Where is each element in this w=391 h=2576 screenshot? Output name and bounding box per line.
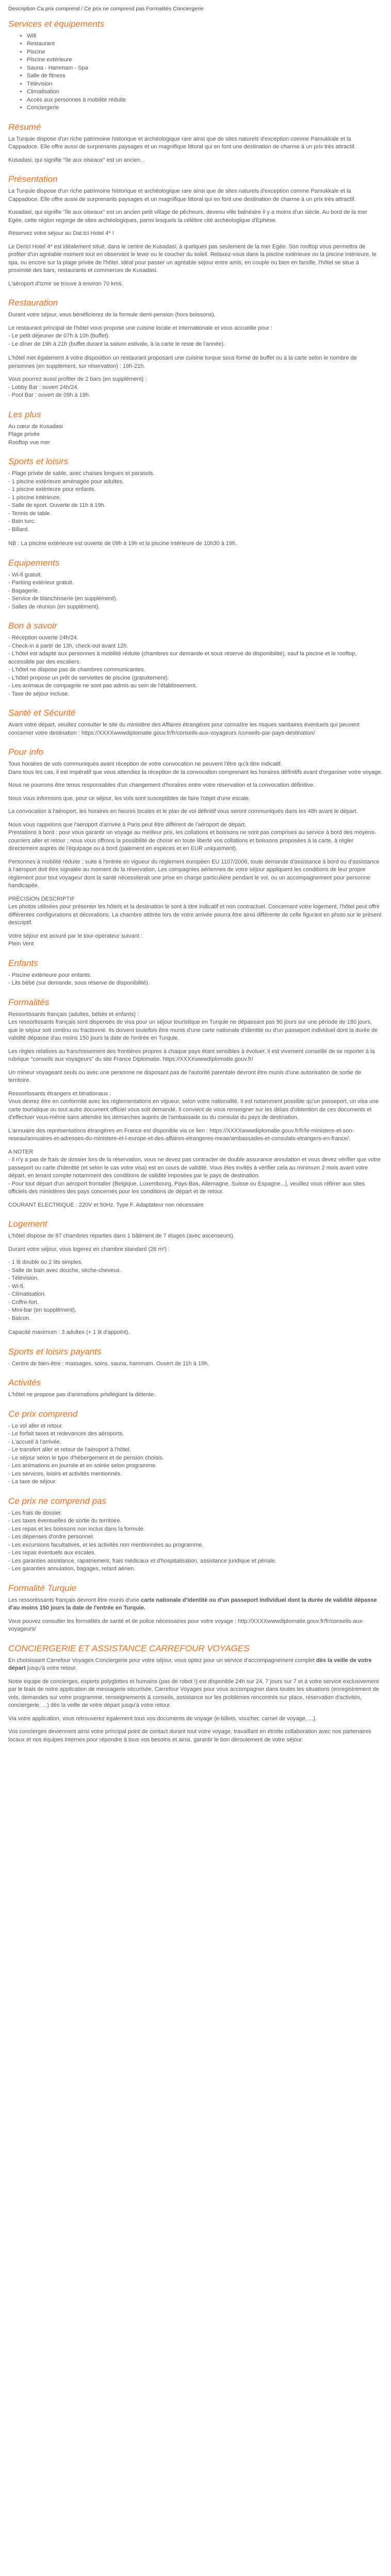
list-item: • Restaurant (27, 40, 383, 48)
list-item: - Piscine extérieure pour enfants. (8, 972, 92, 978)
list-item: - Billard. (8, 526, 29, 533)
restauration-paragraph: Le restaurant principal de l'hôtel vous propose une cuisine locale et internationale et vous accueille pour : (8, 325, 273, 331)
list-item: - Les repas éventuels aux escales. (8, 1550, 96, 1556)
list-item: • Climatisation (27, 88, 383, 96)
pourinfo-paragraph: Nous ne pourrons être tenus responsables d'un changement d'horaires entre votre réservation et la convocation définitive. (8, 782, 315, 788)
formaliteturque-text: Les ressortissants français devront être munis d'une (8, 1597, 141, 1603)
formalites-paragraph: Les règles relatives au franchissement des frontières propres à chaque pays étant sensibles à évoluer, il est vivement conseillé de se reporter à la rubrique "conseils aux voyageurs" du site France Diplomatie. https://XXXXwwwdiplomatie.gouv.fr/ (8, 1048, 375, 1062)
list-item: - Les frais de dossier. (8, 1510, 62, 1516)
formalites-paragraph: COURANT ELECTRIQUE : 220V et 50Hz. Type F. Adaptateur non nécessaire (8, 1201, 204, 1208)
list-item: - Les dépenses d'ordre personnel. (8, 1534, 94, 1540)
list-item: - Les garanties assistance, rapatriement, frais médicaux et d'hospitalisation, assistance juridique et pénale. (8, 1557, 276, 1564)
presentation-paragraph: L'aéroport d'Izmir se trouve à environ 70 kms. (8, 280, 123, 287)
compris-title: Ce prix comprend (8, 1409, 78, 1419)
list-item: Rooftop vue mer (8, 439, 51, 446)
noncompris-list (8, 1510, 383, 1573)
sportsvac-paragraph: - Centre de bien-être : massages, soins, sauna, hammam. Ouvert de 11h à 19h. (8, 1360, 209, 1367)
formalites-paragraph: L'annuaire des représentations étrangères en France est disponible via ce lien : https://XXXXwwwdiplomatie.gouv.fr/fr/le-ministere-et-son-reseau/annuaires-et-adresses-du-ministere-et-l-europe-et-des-affaires-etrangeres-meae/ambassades-et-consulats-etrangers-en-france/. (8, 1127, 354, 1142)
formalites-paragraph: Ressortissants français (adultes, bébés et enfants) : (8, 1011, 139, 1018)
list-item: - Les garanties annulation, bagages, retard aérien. (8, 1566, 136, 1572)
equipements-list (8, 571, 383, 612)
sante-title: Santé et Sécurité (8, 708, 76, 718)
services-title: Services et équipements (8, 19, 105, 29)
list-item: - Tennis de table. (8, 510, 52, 517)
list-item: - L'hôtel propose un prêt de serviettes de piscine (gratuitement). (8, 674, 169, 681)
conciergerie-text: En choisissant Carrefour Voyages Conciergerie pour votre séjour, vous optez pour un service d'accompagnement complet (8, 1657, 317, 1664)
list-item: • Conciergerie (27, 104, 383, 112)
sportsvac-title: Sports et loisirs payants (8, 1346, 102, 1357)
noncompris-title: Ce prix ne comprend pas (8, 1496, 106, 1506)
list-item: - Réception ouverte 24h/24. (8, 635, 78, 641)
pourinfo-paragraph: Tous horaires de vols communiqués avant réception de votre convocation ne peuvent l'être qu'à titre indicatif. (8, 761, 282, 767)
formalites-paragraph: Les ressortissants français sont dispensés de visa pour un séjour touristique en Turquie ne dépassant pas 90 jours sur une période de 180 jours, que le séjour soit continu ou fractionné. Ils doivent toutefois être munis d'une carte nationale d'identité ou d'un passeport individuel dont la durée de validité dépasse d'au moins 150 jours la date de l'entrée en Turquie. (8, 1019, 378, 1041)
presentation-paragraph: Kusadasi, qui signifie "île aux oiseaux" est un ancien petit village de pêcheurs, devenu ville balnéaire il y a moins d'un siècle. Au bord de la mer Egée, cette région regorge de sites archéologiques, parmi lesquels la célèbre cité archéologique d'Ephèse. (8, 209, 367, 224)
logement-list (8, 1259, 383, 1323)
conciergerie-paragraph: Notre équipe de concierges, experts polyglottes et humains (pas de robot !) est disponible 24h sur 24, 7 jours sur 7 et à votre service exclusivement par le biais de notre application de messagerie sécurisée, Carrefour Voyages pour vous accompagner dans toutes les situations (enregistrement de vols, demandes sur votre programme, renseignements & conseils, assistance sur les problèmes rencontrés sur place, réservation d'activités, conciergerie, ...) dès la veille de votre départ jusqu'à votre retour. (8, 1678, 379, 1708)
list-item: - Les services, loisirs et activités mentionnés. (8, 1470, 122, 1477)
equipements-title: Equipements (8, 557, 60, 568)
compris-list (8, 1422, 383, 1486)
list-item: - Le transfert aller et retour de l'aéroport à l'hôtel. (8, 1447, 131, 1453)
list-item: - Les animaux de compagnie ne sont pas admis au sein de l'établissement. (8, 683, 197, 689)
list-item: - Le dîner de 19h à 21h (buffet durant la saison estivale, à la carte le reste de l'année). (8, 341, 225, 347)
pourinfo-paragraph: Prestations à bord : pour vous garantir un voyage au meilleur prix, les collations et boissons ne sont pas comprises au service à bord des moyens-courriers aller et retour ; nous vous offrons la possibilité de choisir en toute liberté vos collations et boissons proposées à la carte, à régler directement auprès de l'équipage ou à bord (paiement en espèces et en EUR uniquement). (8, 829, 376, 852)
conciergerie-paragraph (8, 1657, 383, 1673)
services-list (8, 32, 383, 112)
list-item: - Coffre-fort. (8, 1299, 39, 1306)
formaliteturque-paragraph (8, 1597, 383, 1613)
restauration-meals (8, 332, 383, 348)
formalites-paragraph: Un mineur voyageant seuls ou avec une personne ne disposant pas de l'autorité parentale devront être munis d'une autorisation de sortie de territoire. (8, 1069, 362, 1083)
list-item: • Salle de fitness (27, 72, 383, 80)
list-item: - Check-in à partir de 13h, check-out avant 12h. (8, 642, 128, 649)
list-item: - Wi-fi. (8, 1283, 25, 1290)
list-item: - Lobby Bar : ouvert 24h/24. (8, 384, 79, 391)
plus-title: Les plus (8, 409, 41, 419)
list-item: • Télévision (27, 80, 383, 89)
sante-paragraph: Avant votre départ, veuillez consulter le site du ministère des Affaires étrangères pour connaître les risques sanitaires éventuels qui peuvent concerner votre destination : https://XXXXwwwdiplomatie.gouv.fr/fr/conseils-aux-voyageurs /conseils-par-pays-destination/ (8, 722, 360, 736)
sports-list (8, 470, 383, 534)
enfants-list (8, 972, 383, 988)
conciergerie-bold: dès la veille de votre départ (8, 1657, 372, 1671)
list-item: • Piscine (27, 48, 383, 57)
restauration-title: Restauration (8, 298, 58, 308)
presentation-title: Présentation (8, 174, 58, 184)
list-item: - Télévision. (8, 1275, 39, 1281)
resume-paragraph: La Turquie dispose d'un riche patrimoine historique et archéologique rare ainsi que de sites naturels d'exception comme Pamukkale et la Cappadoce. Elle offre aussi de surprenants paysages et un magnifique littoral qui en font une destination de charme à un prix très attractif. (8, 135, 356, 150)
list-item: • Accès aux personnes à mobilité réduite (27, 96, 383, 105)
list-item: - Salle de bain avec douche, sèche-cheveux. (8, 1267, 121, 1274)
formaliteturque-bold: carte nationale d'identité ou d'un passeport individuel dont la durée de validité dépasse d'au moins 150 jours la date de l'entrée en Turquie. (8, 1597, 377, 1611)
conciergerie-paragraph: Vos concierges deviennent ainsi votre principal point de contact durant tout votre voyage, travaillant en étroite collaboration avec nos partenaires locaux et nos équipes internes pour répondre à tous vos besoins et ainsi, garantir le bon déroulement de votre séjour. (8, 1728, 371, 1743)
list-item: - Salle de sport. Ouverte de 11h à 19h. (8, 502, 106, 509)
list-item: - Taxe de séjour incluse. (8, 690, 70, 697)
list-item: - Service de blanchisserie (en supplément). (8, 596, 118, 602)
logement-title: Logement (8, 1219, 47, 1229)
list-item: - 1 lit double ou 2 lits simples. (8, 1259, 83, 1265)
list-item: - Salles de réunion (en supplément). (8, 603, 100, 610)
activites-paragraph: L'hôtel ne propose pas d'animations privilégiant la détente. (8, 1392, 156, 1398)
list-item: - Climatisation. (8, 1291, 46, 1297)
list-item: - Mini-bar (en supplément). (8, 1307, 77, 1313)
list-item: - 1 piscine extérieure aménagée pour adultes. (8, 478, 124, 485)
list-item: - L'hôtel est adapté aux personnes à mobilité réduite (chambres sur demande et sous réserve de disponibilité), sauf la piscine et le rooftop, accessible par des escaliers. (8, 651, 357, 665)
list-item: - Bain turc. (8, 518, 36, 524)
list-item: Plage privée (8, 431, 40, 437)
pourinfo-paragraph: Nous vous informons que, pour ce séjour, les vols sont susceptibles de faire l'objet d'une escale. (8, 795, 250, 802)
presentation-paragraph: Réservez votre séjour au Dat.tci Hotel 4* ! (8, 230, 114, 236)
list-item: - Le vol aller et retour. (8, 1422, 63, 1429)
list-item: • Sauna - Hammam - Spa (27, 64, 383, 73)
list-item: • Wifi (27, 32, 383, 41)
logement-paragraph: L'hôtel dispose de 87 chambres réparties dans 1 bâtiment de 7 étages (avec ascenseurs). (8, 1233, 235, 1239)
list-item: - Plage privée de sable, avec chaises longues et parasols. (8, 470, 155, 477)
formaliteturque-paragraph: Vous pouvez consulter les formalités de santé et de police nécessaires pour votre voyage : http://XXXXwwwdiplomatie.gouv.fr/fr/conseils-aux-voyageurs/ (8, 1618, 364, 1632)
resume-paragraph: Kusadasi, qui signifie "île aux oiseaux" est un ancien... (8, 157, 145, 163)
list-item: • Piscine extérieure (27, 56, 383, 64)
restauration-paragraph: Durant votre séjour, vous bénéficierez de la formule demi-pension (hors boissons). (8, 312, 216, 318)
list-item: - Les repas et les boissons non inclus dans la formule. (8, 1526, 145, 1532)
enfants-title: Enfants (8, 958, 38, 968)
pourinfo-paragraph: Les photos utilisées pour présenter les hôtels et la destination le sont à titre indicatif et non contractuel. Concernant votre logement, l'hôtel peut offrir différentes configurations et décorations. La chambre attitrée lors de votre arrivée pourra être ainsi différente de celle figurant en photo sur le présent descriptif. (8, 904, 382, 926)
pourinfo-paragraph: Nous vous rappelons que l'aéroport d'arrivée à Paris peut être différent de l'aéroport de départ. (8, 821, 247, 828)
pourinfo-heading: PRÉCISION DESCRIPTIF (8, 895, 75, 902)
tour-operator-name: Plein Vent (8, 941, 34, 947)
list-item: - L'accueil à l'arrivée. (8, 1438, 61, 1445)
resume-title: Résumé (8, 122, 41, 132)
activites-title: Activités (8, 1378, 41, 1387)
list-item: - Les taxes éventuelles de sortie du territoire. (8, 1518, 122, 1524)
presentation-paragraph: La Turquie dispose d'un riche patrimoine historique et archéologique rare ainsi que de sites naturels d'exception comme Pamukkale et la Cappadoce. Elle offre aussi de surprenants paysages et un magnifique littoral qui en font une destination de charme à un prix très attractif. (8, 188, 356, 202)
list-item: - Bagagerie. (8, 587, 39, 594)
list-item: - Le séjour selon le type d'hébergement et de pension choisis. (8, 1454, 164, 1461)
logement-paragraph: Durant votre séjour, vous logerez en chambre standard (26 m²) : (8, 1246, 170, 1252)
list-item: - Les animations en journée et en soirée selon programme. (8, 1463, 157, 1469)
list-item: - 1 piscine intérieure. (8, 494, 61, 501)
list-item: - Le petit déjeuner de 07h à 10h (buffet). (8, 333, 110, 339)
formalites-paragraph: Ressortissants étrangers et binationaux : (8, 1090, 111, 1097)
tab-caption: Description Ca prix comprend / Ce prix ne comprend pas Formalités Conciergerie (8, 6, 204, 12)
list-item: - Pool Bar : ouvert de 09h à 19h. (8, 392, 90, 398)
restauration-bars (8, 384, 383, 400)
list-item: - Balcon. (8, 1315, 31, 1321)
conciergerie-paragraph: Via votre application, vous retrouverez également tous vos documents de voyage (e-billets, voucher, carnet de voyage, ...). (8, 1715, 317, 1722)
plus-list (8, 423, 383, 447)
list-item: - Les excursions facultatives, et les activités non mentionnées au programme. (8, 1541, 204, 1548)
formalites-title: Formalités (8, 997, 50, 1007)
pourinfo-paragraph: Dans tous les cas, il est impératif que vous attendiez la réception de la convocation comprenant les horaires définitifs avant d'organiser votre voyage. (8, 769, 383, 775)
list-item: - 1 piscine extérieure pour enfants. (8, 486, 96, 493)
list-item: - Lits bébé (sur demande, sous réserve de disponibilité). (8, 980, 150, 986)
formalites-paragraph: - Il n'y a pas de frais de dossier lors de la réservation, vous ne devez pas contracter de double assurance annulation et vous devez vérifier que votre passeport ou carte d'identité (et selon le cas votre visa) est en cours de validité. Vous êtes invités à vérifier cela au minimum 2 mois avant votre départ, en tenant compte notamment des conditions de validité imposées par le pays de destination. (8, 1157, 381, 1179)
conciergerie-title: CONCIERGERIE ET ASSISTANCE CARREFOUR VOYAGES (8, 1643, 250, 1653)
sports-title: Sports et loisirs (8, 456, 69, 466)
list-item: Au cœur de Kusadasi (8, 423, 63, 430)
pourinfo-paragraph: Votre séjour est assuré par le tour-opérateur suivant : (8, 933, 142, 939)
pourinfo-title: Pour info (8, 747, 44, 757)
pourinfo-paragraph: La convocation à l'aéroport, les horaires en heures locales et le plan de vol définitif vous seront communiqués dans les 48h avant le départ. (8, 808, 358, 815)
list-item: - Parking extérieur gratuit. (8, 580, 74, 586)
bonasavoir-list (8, 634, 383, 698)
list-item: - Le forfait taxes et redevances des aéroports. (8, 1431, 124, 1437)
formalites-paragraph: Vous devrez être en conformité avec les réglementations en vigueur, selon votre nationalité. Il est notamment possible qu'un passeport, un visa une carte touristique ou tout autre document officiel vous soit demandé. Il convient de vous renseigner sur les délais d'obtention de ces documents et d'effectuer vous-même sans attendre les démarches auprès de l'ambassade ou du consulat du pays de destination. (8, 1098, 379, 1121)
formaliteturque-title: Formalité Turquie (8, 1583, 76, 1593)
formalites-heading: A NOTER (8, 1148, 34, 1155)
pourinfo-paragraph: Personnes à mobilité réduite : suite à l'entrée en vigueur du règlement européen EU 1107/2006, toute demande d'assistance à bord ou d'assistance à l'aéroport doit être signalée au moment de la réservation. Les compagnies aériennes de votre séjour appliquent les conditions de leur propre règlement pour tout voyageur dont la santé nécessiterait une prise en charge particulière pendant le vol, ou un accompagnement pour personne handicapée. (8, 858, 380, 889)
presentation-paragraph: Le Dericl Hotel 4* est idéalement situé, dans le centre de Kusadasi, à quelques pas seulement de la mer Egée. Son rooftop vous permettra de profiter d'un agréable moment tout en observant le lever ou le coucher du soleil. Relaxez-vous dans la piscine extérieure ou la piscine intérieure, le spa, ou encore sur la plage privée de l'hôtel. Idéal pour passer un agréable séjour entre amis, en couple ou bien en famille, l'hôtel se situe à proximité des bars, restaurants et commerces de Kusadasi. (8, 243, 377, 274)
restauration-paragraph: Vous pourrez aussi profiter de 2 bars (en supplément) : (8, 376, 147, 382)
list-item: - Wi-fi gratuit. (8, 571, 42, 578)
formalites-paragraph: - Pour tout départ d'un aéroport frontalier (Belgique, Luxembourg, Pays-Bas, Allemagne, Suisse ou Espagne...), veuillez vous référer aux sites officiels des ministères des pays concernés pour les conditions de départ et de retour. (8, 1180, 365, 1195)
sports-note: NB : La piscine extérieure est ouverte de 09h à 19h et la piscine intérieure de 10h30 à 19h. (8, 540, 237, 547)
logement-capacity: Capacité maximum : 3 adultes (+ 1 lit d'appoint). (8, 1329, 130, 1335)
restauration-paragraph: L'hôtel met également à votre disposition un restaurant proposant une cuisine turque sous forme de buffet ou à la carte selon le nombre de personnes (en supplément, sur réservation) : 19h-21h. (8, 355, 357, 369)
list-item: - La taxe de séjour. (8, 1479, 57, 1485)
list-item: - L'hôtel ne dispose pas de chambres communicantes. (8, 667, 145, 673)
bonasavoir-title: Bon à savoir (8, 621, 57, 631)
conciergerie-text: jusqu'à votre retour. (25, 1665, 77, 1671)
